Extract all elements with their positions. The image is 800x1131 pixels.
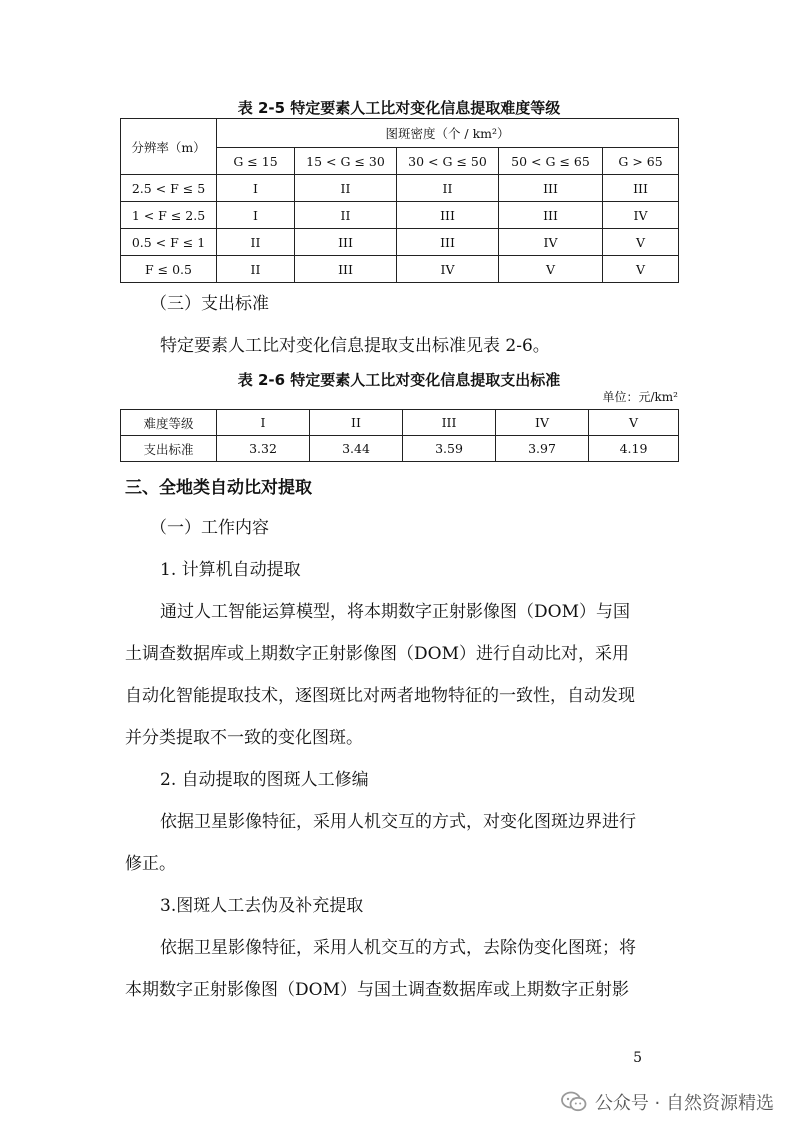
table-cell: 3.97 — [496, 436, 589, 462]
wechat-icon — [561, 1091, 587, 1113]
paragraph-line: 通过人工智能运算模型，将本期数字正射影像图（DOM）与国 — [160, 602, 630, 622]
row-label: 0.5 < F ≤ 1 — [121, 229, 217, 256]
table-cell: II — [295, 175, 397, 202]
row-label: 2.5 < F ≤ 5 — [121, 175, 217, 202]
table-row — [121, 229, 679, 256]
row-label: 难度等级 — [121, 410, 217, 436]
table-cell: V — [589, 410, 679, 436]
item-heading: 1. 计算机自动提取 — [160, 560, 301, 580]
difficulty-table — [120, 118, 679, 283]
section-expense-heading: （三）支出标准 — [150, 294, 269, 314]
row-label: 1 < F ≤ 2.5 — [121, 202, 217, 229]
paragraph-line: 依据卫星影像特征，采用人机交互的方式，对变化图斑边界进行 — [160, 812, 636, 832]
table-cell: III — [397, 229, 499, 256]
table-row — [121, 256, 679, 283]
table-cell: II — [310, 410, 403, 436]
column-header: 30 < G ≤ 50 — [397, 148, 499, 175]
table-cell: III — [295, 256, 397, 283]
table2-unit: 单位：元/km² — [602, 390, 678, 404]
subsection-heading: （一）工作内容 — [150, 518, 269, 538]
table-cell: I — [217, 202, 295, 229]
paragraph-line: 自动化智能提取技术，逐图斑比对两者地物特征的一致性，自动发现 — [125, 686, 635, 706]
table-cell: III — [403, 410, 496, 436]
table-cell: IV — [499, 229, 603, 256]
table-row — [121, 175, 679, 202]
watermark — [561, 1089, 774, 1115]
section-heading: 三、全地类自动比对提取 — [125, 478, 312, 498]
table-cell: IV — [496, 410, 589, 436]
table-cell: 3.44 — [310, 436, 403, 462]
paragraph-line: 并分类提取不一致的变化图斑。 — [125, 728, 363, 748]
table2-caption: 表 2-6 特定要素人工比对变化信息提取支出标准 — [237, 371, 561, 389]
table-cell: 3.59 — [403, 436, 496, 462]
table-cell: III — [397, 202, 499, 229]
paragraph-line: 本期数字正射影像图（DOM）与国土调查数据库或上期数字正射影 — [125, 980, 629, 1000]
table-cell: I — [217, 175, 295, 202]
table-row — [121, 202, 679, 229]
table-row — [121, 410, 679, 436]
table-cell: IV — [603, 202, 679, 229]
table-cell: V — [499, 256, 603, 283]
page-number: 5 — [633, 1050, 642, 1066]
table-cell: 4.19 — [589, 436, 679, 462]
group-header: 图斑密度（个 / km²） — [217, 119, 679, 148]
expense-paragraph: 特定要素人工比对变化信息提取支出标准见表 2-6。 — [160, 336, 550, 356]
table-cell: III — [499, 202, 603, 229]
table-cell: II — [397, 175, 499, 202]
column-header: G > 65 — [603, 148, 679, 175]
table-cell: IV — [397, 256, 499, 283]
table-cell: 3.32 — [217, 436, 310, 462]
table-cell: II — [295, 202, 397, 229]
table-cell: III — [295, 229, 397, 256]
table-cell: II — [217, 256, 295, 283]
column-header: 15 < G ≤ 30 — [295, 148, 397, 175]
paragraph-line: 修正。 — [125, 854, 176, 874]
row-label: 支出标准 — [121, 436, 217, 462]
paragraph-line: 依据卫星影像特征，采用人机交互的方式，去除伪变化图斑；将 — [160, 938, 636, 958]
table-cell: V — [603, 256, 679, 283]
watermark-text: 公众号 · 自然资源精选 — [594, 1093, 774, 1114]
item-heading: 2. 自动提取的图斑人工修编 — [160, 770, 369, 790]
column-header: 50 < G ≤ 65 — [499, 148, 603, 175]
table-row — [121, 436, 679, 462]
table-cell: II — [217, 229, 295, 256]
table-cell: I — [217, 410, 310, 436]
row-header: 分辨率（m） — [121, 119, 217, 175]
table-cell: III — [603, 175, 679, 202]
row-label: F ≤ 0.5 — [121, 256, 217, 283]
table1-caption: 表 2-5 特定要素人工比对变化信息提取难度等级 — [237, 99, 561, 117]
table-cell: V — [603, 229, 679, 256]
table-cell: III — [499, 175, 603, 202]
expense-table — [120, 409, 679, 462]
column-header: G ≤ 15 — [217, 148, 295, 175]
paragraph-line: 土调查数据库或上期数字正射影像图（DOM）进行自动比对，采用 — [125, 644, 629, 664]
item-heading: 3.图斑人工去伪及补充提取 — [160, 896, 364, 916]
